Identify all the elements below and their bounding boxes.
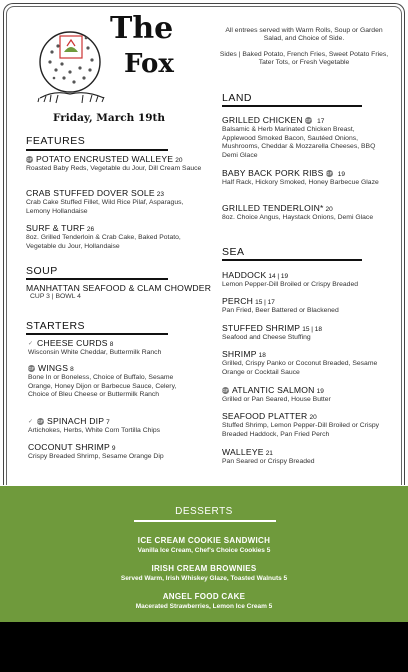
menu-item: [26, 155, 206, 174]
menu-date: Friday, March 19th: [52, 112, 166, 124]
item-name: BABY BACK PORK RIBS: [222, 168, 324, 178]
menu-item: [222, 448, 392, 467]
menu-item: [28, 364, 198, 400]
item-name: ANGEL FOOD CAKE: [162, 592, 246, 601]
item-desc: Half Rack, Hickory Smoked, Honey Barbecue Glaze: [222, 179, 379, 187]
entree-intro: All entrees served with Warm Rolls, Soup or Garden Salad, and Choice of Side.: [225, 27, 383, 43]
item-name: MANHATTAN SEAFOOD & CLAM CHOWDER: [26, 283, 212, 293]
vegetarian-icon: ✓: [28, 419, 34, 425]
item-desc: CUP 3 | BOWL 4: [30, 293, 81, 301]
item-desc: 8oz. Choice Angus, Haystack Onions, Demi Glace: [222, 214, 374, 222]
item-name: CHEESE CURDS: [37, 338, 108, 348]
brand-title-fox: Fox: [124, 49, 174, 79]
item-desc: Vanilla Ice Cream, Chef's Choice Cookies 5: [137, 547, 271, 554]
item-desc: Crispy Breaded Shrimp, Sesame Orange Dip: [28, 453, 164, 461]
menu-item: [222, 271, 392, 290]
gluten-free-icon: GF: [37, 419, 44, 424]
brand-title: The: [110, 11, 174, 46]
item-name: SURF & TURF: [26, 223, 85, 233]
gluten-free-icon: GF: [326, 171, 333, 176]
dessert-item: [0, 564, 408, 582]
item-desc: Lemon Pepper-Dill Broiled or Crispy Breaded: [222, 281, 359, 289]
land-rule: [222, 105, 362, 107]
desserts-heading: DESSERTS: [175, 506, 233, 517]
item-price: 7: [106, 419, 110, 426]
item-name: SPINACH DIP: [47, 416, 105, 426]
item-desc: Pan Seared or Crispy Breaded: [222, 458, 315, 466]
menu-item: [28, 443, 208, 462]
dessert-item: [0, 536, 408, 554]
menu-item: [222, 204, 387, 223]
item-name: IRISH CREAM BROWNIES: [151, 564, 257, 573]
item-desc: Artichokes, Herbs, White Corn Tortilla Chips: [28, 427, 161, 435]
menu-item: [222, 116, 387, 160]
item-price: 19: [337, 171, 346, 178]
item-name: STUFFED SHRIMP: [222, 323, 301, 333]
item-price: 23: [156, 191, 164, 198]
item-desc: Bone In or Boneless, Choice of Buffalo, Sesame Orange, Honey Dijon or Barbecue Sauce, Celery, Choice of Bleu Cheese or Buttermilk Ranch: [28, 374, 177, 399]
item-desc: Wisconsin White Cheddar, Buttermilk Ranch: [28, 349, 162, 357]
menu-item: [222, 297, 392, 316]
item-name: POTATO ENCRUSTED WALLEYE: [36, 154, 174, 164]
item-price: 20: [309, 414, 317, 421]
item-desc: Seafood and Cheese Stuffing: [222, 334, 311, 342]
menu-item: [26, 284, 216, 302]
item-name: GRILLED CHICKEN: [222, 115, 303, 125]
desserts-rule: [134, 520, 276, 522]
menu-item: [222, 412, 392, 439]
features-heading: FEATURES: [26, 135, 86, 147]
item-price: 15 | 17: [255, 299, 275, 306]
item-name: PERCH: [222, 296, 254, 306]
item-price: 17: [317, 118, 325, 125]
golf-ball-logo: [34, 18, 114, 108]
item-price: 8: [70, 366, 74, 373]
item-desc: Pan Fried, Beer Battered or Blackened: [222, 307, 339, 315]
item-name: SEAFOOD PLATTER: [222, 411, 308, 421]
item-price: 9: [111, 445, 116, 452]
sides-intro: Sides | Baked Potato, French Fries, Sweet Potato Fries, Tater Tots, or Fresh Vegetable: [219, 51, 389, 67]
gluten-free-icon: GF: [222, 388, 229, 393]
item-price: 20: [325, 206, 333, 213]
item-desc: 8oz. Grilled Tenderloin & Crab Cake, Baked Potato, Vegetable du Jour, Hollandaise: [26, 234, 181, 250]
item-price: 8: [109, 341, 114, 348]
item-desc: Balsamic & Herb Marinated Chicken Breast, Applewood Smoked Bacon, Sautéed Onions, Mushrooms, Cheddar & Mozzarella Cheeses, BBQ Demi Glace: [222, 126, 376, 159]
item-name: ATLANTIC SALMON: [232, 385, 315, 395]
sea-rule: [222, 259, 362, 261]
item-name: WINGS: [38, 363, 69, 373]
item-name: COCONUT SHRIMP: [28, 442, 110, 452]
menu-item: [222, 350, 392, 377]
item-name: CRAB STUFFED DOVER SOLE: [26, 188, 155, 198]
item-price: 21: [265, 450, 273, 457]
item-desc: Grilled, Crispy Panko or Coconut Breaded, Sesame Orange or Cocktail Sauce: [222, 360, 378, 376]
item-desc: Roasted Baby Reds, Vegetable du Jour, Dill Cream Sauce: [26, 165, 202, 173]
menu-item: [26, 189, 206, 216]
item-name: GRILLED TENDERLOIN*: [222, 203, 324, 213]
vegetarian-icon: ✓: [28, 341, 34, 347]
gluten-free-icon: GF: [28, 366, 35, 371]
footer-band: [0, 622, 408, 672]
item-name: WALLEYE: [222, 447, 264, 457]
sea-heading: SEA: [222, 246, 245, 258]
item-price: 14 | 19: [268, 273, 289, 280]
item-price: 15 | 18: [302, 326, 323, 333]
soup-heading: SOUP: [26, 265, 58, 277]
item-desc: Macerated Strawberries, Lemon Ice Cream 5: [135, 603, 273, 610]
item-price: 26: [86, 226, 95, 233]
menu-item: [28, 339, 208, 358]
menu-item: [28, 417, 208, 436]
item-name: SHRIMP: [222, 349, 257, 359]
land-heading: LAND: [222, 92, 253, 104]
item-price: 19: [316, 388, 324, 395]
item-name: ICE CREAM COOKIE SANDWICH: [137, 536, 271, 545]
gluten-free-icon: GF: [305, 118, 312, 123]
gluten-free-icon: GF: [26, 157, 33, 162]
starters-heading: STARTERS: [26, 320, 86, 332]
menu-item: [26, 224, 206, 251]
item-price: 18: [258, 352, 266, 359]
item-desc: Served Warm, Irish Whiskey Glaze, Toasted Walnuts 5: [120, 575, 288, 582]
item-desc: Stuffed Shrimp, Lemon Pepper-Dill Broiled or Crispy Breaded Haddock, Pan Fried Perch: [222, 422, 380, 438]
features-rule: [26, 149, 168, 151]
item-desc: Crab Cake Stuffed Fillet, Wild Rice Pilaf, Asparagus, Lemony Hollandaise: [26, 199, 184, 215]
soup-rule: [26, 278, 168, 280]
item-desc: Grilled or Pan Seared, House Butter: [222, 396, 331, 404]
item-name: HADDOCK: [222, 270, 267, 280]
desserts-section: [0, 486, 408, 622]
item-price: 20: [175, 157, 183, 164]
menu-item: [222, 169, 387, 188]
starters-rule: [26, 333, 168, 335]
menu-item: [222, 324, 392, 343]
menu-item: [222, 386, 392, 405]
dessert-item: [0, 592, 408, 610]
